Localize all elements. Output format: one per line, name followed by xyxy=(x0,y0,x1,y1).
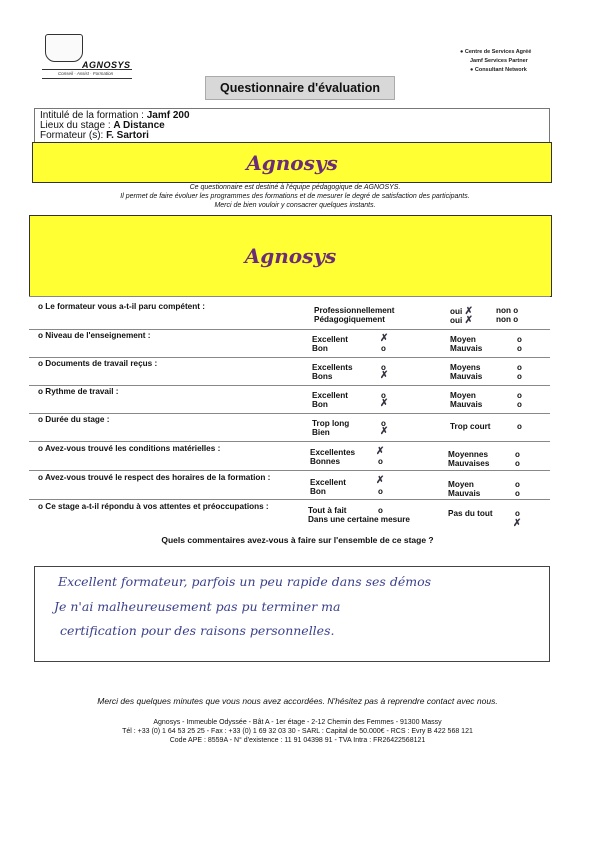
info-lieu: Lieux du stage : A Distance xyxy=(40,120,165,131)
handwritten-line-1: Excellent formateur, parfois un peu rapide dans ses démos xyxy=(58,574,432,589)
partner-line-3: ● Consultant Network xyxy=(470,67,527,73)
footer-line-3: Code APE : 8559A - N° d'existence : 11 91 04398 91 - TVA Intra : FR26422568121 xyxy=(169,737,426,744)
info-formation: Intitulé de la formation : Jamf 200 xyxy=(40,110,190,121)
q2-option-a2: Bon xyxy=(312,344,328,353)
partner-line-2: Jamf Services Partner xyxy=(470,58,528,64)
intro-line-1: Ce questionnaire est destiné à l'équipe pédagogique de AGNOSYS. xyxy=(189,184,401,191)
q7-option-a2: Bon xyxy=(310,487,326,496)
q2-option-c2: Mauvais xyxy=(450,344,483,353)
radio-empty-icon[interactable]: o xyxy=(378,457,383,466)
redaction-banner-2: Agnosys xyxy=(29,215,552,297)
radio-empty-icon[interactable]: o xyxy=(515,480,520,489)
radio-empty-icon[interactable]: o xyxy=(515,450,520,459)
checked-mark-icon[interactable]: ✗ xyxy=(464,306,473,317)
intro-line-3: Merci de bien vouloir y consacrer quelques instants. xyxy=(214,202,376,209)
handwritten-line-2: Je n'ai malheureusement pas pu terminer ma xyxy=(54,599,341,614)
question-6: o Avez-vous trouvé les conditions matérielles : xyxy=(38,444,221,453)
q6-option-a2: Bonnes xyxy=(310,457,341,466)
q8-option-a1: Tout à fait xyxy=(308,506,347,515)
q4-option-a2: Bon xyxy=(312,400,328,409)
logo-tagline: Conseil · Assist · Formation xyxy=(58,71,114,76)
checked-mark-icon[interactable]: ✗ xyxy=(464,315,473,326)
apple-icon: ● xyxy=(460,49,464,55)
q7-option-c1: Moyen xyxy=(448,480,474,489)
radio-empty-icon[interactable]: o xyxy=(517,363,522,372)
checked-mark-icon[interactable]: ✗ xyxy=(376,475,385,486)
intro-line-2: Il permet de faire évoluer les programmes des formations et de mesurer le degré de satisfaction des participants. xyxy=(120,193,470,200)
q3-option-c1: Moyens xyxy=(450,363,481,372)
thanks-text: Merci des quelques minutes que vous nous avez accordées. N'hésitez pas à reprendre contact avec nous. xyxy=(97,696,498,706)
checked-mark-icon[interactable]: ✗ xyxy=(376,446,385,457)
q1-option-a1: Professionnellement xyxy=(314,306,395,315)
q1-non-1: non o xyxy=(496,306,519,315)
q2-option-c1: Moyen xyxy=(450,335,476,344)
q1-non-2: non o xyxy=(496,315,519,324)
radio-empty-icon[interactable]: o xyxy=(515,489,520,498)
radio-empty-icon[interactable]: o xyxy=(381,391,386,400)
radio-empty-icon[interactable]: o xyxy=(381,419,386,428)
logo-icon xyxy=(45,34,83,62)
checked-mark-icon[interactable]: ✗ xyxy=(380,426,389,437)
footer-line-1: Agnosys - Immeuble Odyssée - Bât A - 1er étage - 2-12 Chemin des Femmes - 91300 Massy xyxy=(153,719,442,726)
q1-option-a2: Pédagogiquement xyxy=(314,315,385,324)
q4-option-a1: Excellent xyxy=(312,391,348,400)
q6-option-a1: Excellentes xyxy=(310,448,356,457)
logo-text: AGNOSYS xyxy=(82,60,131,70)
q4-option-c2: Mauvais xyxy=(450,400,483,409)
q5-option-a1: Trop long xyxy=(312,419,350,428)
question-2: o Niveau de l'enseignement : xyxy=(38,331,151,340)
q8-option-c1: Pas du tout xyxy=(448,509,493,518)
radio-empty-icon[interactable]: o xyxy=(513,315,519,324)
radio-empty-icon[interactable]: o xyxy=(517,391,522,400)
q5-option-a2: Bien xyxy=(312,428,330,437)
q3-option-c2: Mauvais xyxy=(450,372,483,381)
radio-empty-icon[interactable]: o xyxy=(381,344,386,353)
radio-empty-icon[interactable]: o xyxy=(515,459,520,468)
question-3: o Documents de travail reçus : xyxy=(38,359,158,368)
q7-option-a1: Excellent xyxy=(310,478,346,487)
radio-empty-icon[interactable]: o xyxy=(513,306,519,315)
info-formateur: Formateur (s): F. Sartori xyxy=(40,130,149,141)
partner-line-1: ● Centre de Services Agréé xyxy=(460,49,532,55)
q4-option-c1: Moyen xyxy=(450,391,476,400)
radio-empty-icon[interactable]: o xyxy=(378,506,383,515)
q6-option-c1: Moyennes xyxy=(448,450,489,459)
radio-empty-icon[interactable]: o xyxy=(517,422,522,431)
question-8: o Ce stage a-t-il répondu à vos attentes et préoccupations : xyxy=(38,502,269,511)
q1-oui-2: oui ✗ xyxy=(450,315,473,326)
redaction-banner-1: Agnosys xyxy=(32,142,552,183)
footer-line-2: Tél : +33 (0) 1 64 53 25 25 - Fax : +33 (0) 1 69 32 03 30 - SARL : Capital de 50.000€ - RCS : Evry B 422 568 121 xyxy=(122,728,473,735)
apple-icon: ● xyxy=(470,67,474,73)
q2-option-a1: Excellent xyxy=(312,335,348,344)
q6-option-c2: Mauvaises xyxy=(448,459,490,468)
q1-oui-1: oui ✗ xyxy=(450,306,473,317)
radio-empty-icon[interactable]: o xyxy=(515,509,520,518)
checked-mark-icon[interactable]: ✗ xyxy=(380,333,389,344)
q3-option-a1: Excellents xyxy=(312,363,353,372)
handwritten-line-3: certification pour des raisons personnelles. xyxy=(60,623,335,638)
q8-option-a2: Dans une certaine mesure xyxy=(308,515,410,524)
question-4: o Rythme de travail : xyxy=(38,387,119,396)
radio-empty-icon[interactable]: o xyxy=(517,335,522,344)
q3-option-a2: Bons xyxy=(312,372,333,381)
question-1: o Le formateur vous a-t-il paru compétent : xyxy=(38,302,205,311)
q5-option-c1: Trop court xyxy=(450,422,491,431)
question-7: o Avez-vous trouvé le respect des horaires de la formation : xyxy=(38,473,271,482)
checked-mark-icon[interactable]: ✗ xyxy=(380,398,389,409)
radio-empty-icon[interactable]: o xyxy=(517,344,522,353)
checked-mark-icon[interactable]: ✗ xyxy=(513,518,522,529)
radio-empty-icon[interactable]: o xyxy=(517,400,522,409)
question-5: o Durée du stage : xyxy=(38,415,110,424)
checked-mark-icon[interactable]: ✗ xyxy=(380,370,389,381)
radio-empty-icon[interactable]: o xyxy=(378,487,383,496)
radio-empty-icon[interactable]: o xyxy=(517,372,522,381)
comments-title: Quels commentaires avez-vous à faire sur l'ensemble de ce stage ? xyxy=(161,535,434,545)
page-title: Questionnaire d'évaluation xyxy=(205,76,395,100)
q7-option-c2: Mauvais xyxy=(448,489,481,498)
radio-empty-icon[interactable]: o xyxy=(381,363,386,372)
